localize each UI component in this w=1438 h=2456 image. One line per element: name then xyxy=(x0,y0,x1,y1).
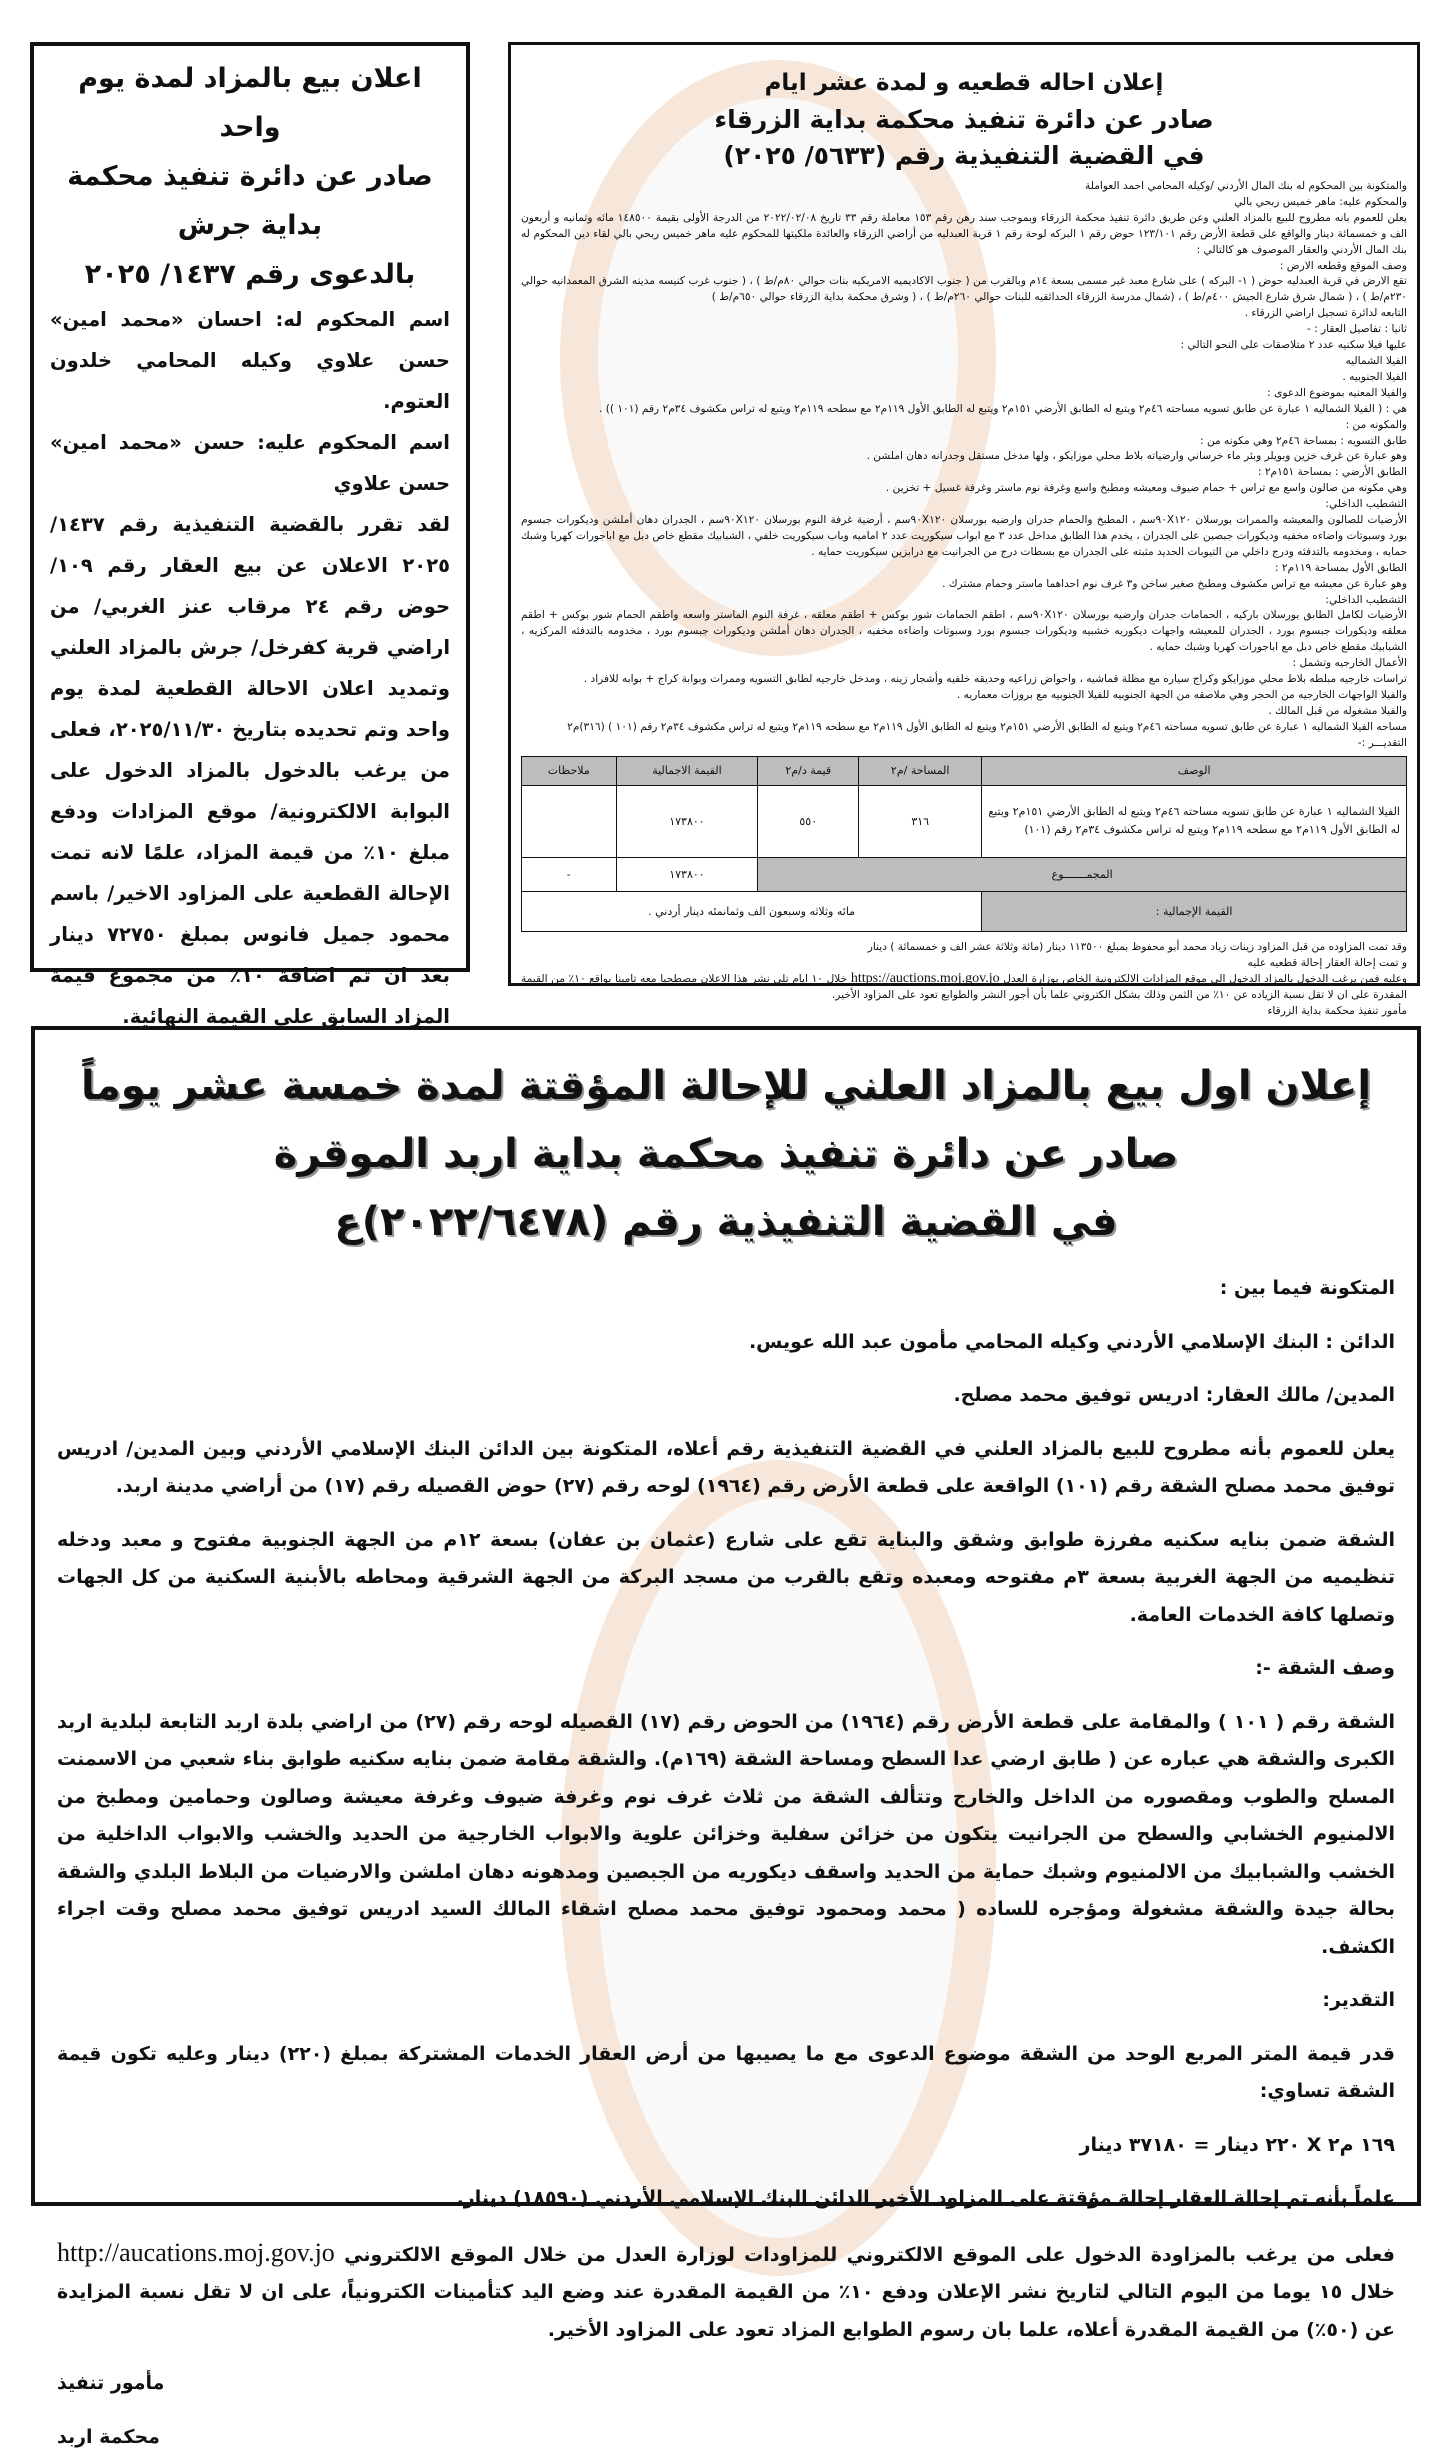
online-text: وعليه فمن يرغب الدخول بالمزاد الدخول الى موقع المزادات الالكترونية الخاص بوزارة العدل xyxy=(1003,973,1407,985)
notice-title: صادر عن دائرة تنفيذ محكمة xyxy=(50,152,450,201)
column-header: قيمة د/م٢ xyxy=(758,756,859,785)
paragraph: التابعه لدائرة تسجيل اراضي الزرقاء . xyxy=(521,306,1407,322)
paragraph: الطابق الأول بمساحة ١١٩م٢ : xyxy=(521,561,1407,577)
online-text: فعلى من يرغب بالمزاودة الدخول على الموقع الالكتروني للمزاودات لوزارة العدل من خلال الموقع الالكتروني xyxy=(344,2244,1395,2266)
column-header: المساحة /م٢ xyxy=(859,756,982,785)
paragraph: وصف الشقة -: xyxy=(57,1650,1395,1688)
paragraph: تقع الارض في قرية العبدليه حوض ( ١- البركه ) على شارع معبد غير مسمى بسعة ١٤م وبالقرب من ( جنوب الاكاديميه الامريكيه بنات حوالي ٨٠م/ط ) ، ( جنوب غرب كنيسه مدينه الشرق المعمدانيه حوالي ٢٣٠م/ط ) ، ( شمال شرق شارع الجيش ٤٠٠م/ط ) ، (شمال مدرسة الزرقاء الحدائقيه للبنات حوالي ٢٦٠م/ط ) ، ( وشرق محكمة بداية الزرقاء حوالي ٦٥٠م/ط ) xyxy=(521,274,1407,306)
notice-title: في القضية التنفيذية رقم (٢٠٢٢/٦٤٧٨)ع xyxy=(57,1188,1395,1256)
paragraph: والفيلا الواجهات الخارجيه من الحجر وهي ملاصقه من الجهة الجنوبيه للفيلا الجنوبيه مع بروزات معماريه . xyxy=(521,688,1407,704)
paragraph: التقديـــر :- xyxy=(521,736,1407,752)
online-text: خلال ١٠ ايام تلي نشر هذا الاعلان مصطحبا معه تامينا بواقع ١٠٪ من القيمة المقدرة على ان لا تقل نسبة الزياده عن ١٠٪ من الثمن وذلك بشكل الكتروني علما بأن أجور النشر والطوابع تعود على المزاود الأخير. xyxy=(521,973,1407,1001)
zarqa-auction-notice xyxy=(508,42,1420,986)
signature-title: مأمور تنفيذ xyxy=(57,2365,1395,2403)
column-header: القيمة الاجمالية xyxy=(616,756,758,785)
paragraph: والمتكونة بين المحكوم له بنك المال الأردني /وكيله المحامي احمد العواملة xyxy=(521,179,1407,195)
notice-body xyxy=(521,179,1407,752)
paragraph: وهو عبارة عن معيشه مع تراس مكشوف ومطبخ صغير ساخن و٣ غرف نوم احداهما ماستر وحمام مشترك . xyxy=(521,577,1407,593)
paragraph: الشقة رقم ( ١٠١ ) والمقامة على قطعة الأرض رقم (١٩٦٤) من الحوض رقم (١٧) القصيله لوحه رقم (٢٧) من اراضي بلدة اربد التابعة لبلدية اربد الكبرى والشقة هي عباره عن ( طابق ارضي عدا السطح ومساحة الشقة (١٦٩م). والشقة مقامة ضمن بنايه سكنيه طوابق بناء شعبي من الاسمنت المسلح والطوب ومقصوره من الداخل والخارج وتتألف الشقة من ثلاث غرف نوم وغرفة ضيوف وغرفة معيشة وصالون وحمامين ومطبخ من الالمنيوم الخشابي والسطح من الجرانيت يتكون من خزائن سفلية وخزائن علوية والابواب الخارجية من الحديد والخشب والابواب الداخلية من الخشب والشبابيك من الالمنيوم وشبك حماية من الحديد واسقف ديكوريه من الجبصين ومدهونه دهان املشن والارضيات من البلاط البلدي والشقة بحالة جيدة والشقة مشغولة ومؤجره للساده ( محمد ومحمود توفيق محمد مصلح اشقاء المالك السيد ادريس توفيق محمد مصلح وقت اجراء الكشف. xyxy=(57,1704,1395,1967)
award-info: و تمت إحالة العقار إحالة قطعيه عليه xyxy=(521,956,1407,972)
paragraph: قدر قيمة المتر المربع الوحد من الشقة موضوع الدعوى مع ما يصيبها من أرض العقار الخدمات المشتركة بمبلغ (٢٢٠) دينار وعليه تكون قيمة الشقة تساوي: xyxy=(57,2036,1395,2111)
paragraph: الشقة ضمن بنايه سكنيه مفرزة طوابق وشقق والبناية تقع على شارع (عثمان بن عفان) بسعة ١٢م من الجهة الجنوبية مفتوح و معبد ودخله تنظيميه من الجهة الغربية بسعة ٣م مفتوحه ومعبده وتقع بالقرب من مسجد البركة من الجهة الشرقية ومحاطه بالأبنية السكنية من كل الجهات وتصلها كافة الخدمات العامة. xyxy=(57,1522,1395,1635)
paragraph: علماً بأنه تم إحالة العقار إحالة مؤقتة على المزاود الأخير الدائن البنك الإسلامي الأردني (١٨٥٩٠) دينار. xyxy=(57,2180,1395,2218)
paragraph: الدائن : البنك الإسلامي الأردني وكيله المحامي مأمون عبد الله عويس. xyxy=(57,1324,1395,1362)
cell-total: ١٧٣٨٠٠ xyxy=(616,785,758,857)
signature-court: محكمة اربد xyxy=(57,2419,1395,2456)
judgment-creditor: اسم المحكوم له: احسان «محمد امين» حسن علاوي وكيله المحامي خلدون العتوم. xyxy=(50,299,450,422)
paragraph: الأعمال الخارجيه وتشمل : xyxy=(521,656,1407,672)
paragraph: عليها فيلا سكنيه عدد ٢ متلاصقات على النحو التالي : xyxy=(521,338,1407,354)
paragraph: هي : ( الفيلا الشماليه ١ عبارة عن طابق تسويه مساحته ٤٦م٢ ويتبع له الطابق الأرضي ١٥١م٢ ويتبع له الطابق الأول ١١٩م٢ مع سطحه ١١٩م٢ ويتبع له تراس مكشوف ٣٤م٢ رقم (١٠١ )) . xyxy=(521,402,1407,418)
notice-title: إعلان احاله قطعيه و لمدة عشر ايام xyxy=(521,65,1407,101)
column-header: ملاحظات xyxy=(522,756,617,785)
notice-title: في القضية التنفيذية رقم (٥٦٣٣/ ٢٠٢٥) xyxy=(521,139,1407,173)
paragraph: الفيلا الجنوبيه . xyxy=(521,370,1407,386)
table-row xyxy=(522,785,1407,857)
paragraph: والمحكوم عليه: ماهر خميس ربحي بالي xyxy=(521,195,1407,211)
paragraph: تراسات خارجيه مبلطه بلاط محلي موزايكو وكراج سياره مع مظلة قماشيه ، واحواض زراعيه وحديقه خلفيه وأشجار زينه ، ومدخل خارجيه لطابق التسويه وممرات وبوابة كراج + بوابه للافراد . xyxy=(521,672,1407,688)
total-words: مائه وثلاثه وسبعون الف وثمانمئه دينار أردني . xyxy=(522,891,982,931)
cell-area: ٣١٦ xyxy=(859,785,982,857)
paragraph: مساحه الفيلا الشماليه ١ عبارة عن طابق تسويه مساحته ٤٦م٢ ويتبع له الطابق الأرضي ١٥١م٢ ويتبع له الطابق الأول ١١٩م٢ مع سطحه ١١٩م٢ ويتبع له تراس مكشوف ٣٤م٢ رقم (١٠١ ) (٣١٦)م٢ xyxy=(521,720,1407,736)
cell-notes xyxy=(522,785,617,857)
cell-description: الفيلا الشماليه ١ عبارة عن طابق تسويه مساحته ٤٦م٢ ويتبع له الطابق الأرضي ١٥١م٢ ويتبع له الطابق الأول ١١٩م٢ مع سطحه ١١٩م٢ ويتبع له تراس مكشوف ٣٤م٢ رقم (١٠١) xyxy=(982,785,1407,857)
auction-url-link[interactable]: http://aucations.moj.gov.jo xyxy=(57,2238,335,2267)
paragraph: وهي مكونه من صالون واسع مع تراس + حمام ضيوف ومعيشه ومطبخ واسع وغرفة نوم ماستر وغرفة غسيل + تخزين . xyxy=(521,481,1407,497)
paragraph: التشطيب الداخلي: xyxy=(521,497,1407,513)
notice-body: لقد تقرر بالقضية التنفيذية رقم ١٤٣٧/ ٢٠٢٥ الاعلان عن بيع العقار رقم ١٠٩/ حوض رقم ٢٤ مرقاب عنز الغربي/ من اراضي قرية كفرخل/ جرش بالمزاد العلني وتمديد اعلان الاحالة القطعية لمدة يوم واحد وتم تحديده بتاريخ ٢٠٢٥/١١/٣٠، فعلى من يرغب بالدخول بالمزاد الدخول على البوابة الالكترونية/ موقع المزادات ودفع مبلغ ١٠٪ من قيمة المزاد، علمًا لانه تمت الإحالة القطعية على المزاود الاخير/ باسم محمود جميل فانوس بمبلغ ٧٢٧٥٠ دينار بعد ان تم اضافة ١٠٪ من مجموع قيمة المزاد السابق على القيمة النهائية. xyxy=(50,504,450,1037)
cell-price: ٥٥٠ xyxy=(758,785,859,857)
paragraph: والفيلا المعنيه بموضوع الدعوى : xyxy=(521,386,1407,402)
total-row xyxy=(522,891,1407,931)
sum-label: المجمـــــــوع xyxy=(758,857,1407,891)
paragraph: يعلن للعموم بانه مطروح للبيع بالمزاد العلني وعن طريق دائرة تنفيذ محكمة الزرقاء وبموجب سند رهن رقم ١٥٣ معاملة رقم ٣٣ تاريخ ٢٠٢٢/٠٢/٠٨ من الدرجة الأولى بقيمة ١٤٨٥٠٠ مائه وثمانيه و أربعون الف و خمسمائة دينار والواقع على قطعة الأرض رقم ١٢٣/١٠١ حوض رقم ١ البركه لوحة رقم ١ قرية العبدليه من أراضي الزرقاء والعائدة ملكيتها للمحكوم عليه ماهر خميس ربحي بالي لقاء دين المحكوم له بنك المال الأردني والعقار الموصوف هو كالتالي : xyxy=(521,211,1407,259)
online-instructions xyxy=(521,971,1407,1004)
paragraph: وهو عبارة عن غرف خزين وبويلر وبئر ماء خرساني وارضياته بلاط محلي موزايكو ، ولها مدخل مستقل وجدرانه دهان املشن . xyxy=(521,449,1407,465)
bid-info: وقد تمت المزاوده من قبل المزاود زينات زياد محمد أبو محفوظ بمبلغ ١١٣٥٠٠ دينار (مائة وثلاثة عشر الف و خمسمائة ) دينار xyxy=(521,940,1407,956)
paragraph: طابق التسويه : بمساحة ٤٦م٢ وهي مكونه من : xyxy=(521,434,1407,450)
paragraph: التشطيب الداخلي: xyxy=(521,593,1407,609)
signature: مأمور تنفيذ محكمة بداية الزرقاء xyxy=(521,1004,1407,1020)
valuation-table xyxy=(521,756,1407,932)
sum-value: ١٧٣٨٠٠ xyxy=(616,857,758,891)
paragraph: والفيلا مشغوله من قبل المالك . xyxy=(521,704,1407,720)
column-header: الوصف xyxy=(982,756,1407,785)
paragraph: الأرضيات لكامل الطابق بورسلان باركيه ، الحمامات جدران وارضيه بورسلان ٩٠X١٢٠سم ، اطقم الحمامات شور بوكس + اطقم معلقه ، غرفة النوم الماستر واسعه واطقم الحمام شور بوكس + اطقم معلقه وديكورات جبسوم بورد ، الجدران للمعيشه واجهات ديكوريه خشبيه وديكورات جبسوم بورد وسبوتات واضاءه مخفيه ، الجدران دهان أملشن وديكورات جبسوم بورد ، مخدومه بالتدفئه المركزيه ، الشبابيك مقطع خاص دبل مع اباجورات كهربا وشبك حمايه . xyxy=(521,608,1407,656)
total-label: القيمة الإجمالية : xyxy=(982,891,1407,931)
paragraph: ثانيا : تفاصيل العقار : - xyxy=(521,322,1407,338)
paragraph: المتكونة فيما بين : xyxy=(57,1270,1395,1308)
sum-notes: - xyxy=(522,857,617,891)
online-instructions xyxy=(57,2234,1395,2350)
paragraph: الطابق الأرضي : بمساحة ١٥١م٢ : xyxy=(521,465,1407,481)
paragraph: الفيلا الشماليه xyxy=(521,354,1407,370)
auction-url-link[interactable]: https://auctions.moj.gov.jo xyxy=(851,971,1000,986)
notice-title: اعلان بيع بالمزاد لمدة يوم واحد xyxy=(50,54,450,152)
notice-title: بداية جرش xyxy=(50,201,450,250)
paragraph: وصف الموقع وقطعه الارض : xyxy=(521,259,1407,275)
notice-body xyxy=(57,1270,1395,2218)
paragraph: المدين/ مالك العقار: ادريس توفيق محمد مصلح. xyxy=(57,1377,1395,1415)
online-text: خلال ١٥ يوما من اليوم التالي لتاريخ نشر الإعلان ودفع ١٠٪ من القيمة المقدرة عند وضع اليد كتأمينات الكترونياً، على ان لا تقل نسبة المزايدة عن (٥٠٪) من القيمة المقدرة أعلاه، علما بان رسوم الطوابع المزاد تعود على المزاود الأخير. xyxy=(57,2281,1395,2341)
notice-title: بالدعوى رقم ١٤٣٧/ ٢٠٢٥ xyxy=(50,250,450,299)
irbid-auction-notice xyxy=(31,1026,1421,2206)
jerash-auction-notice xyxy=(30,42,470,972)
sum-row xyxy=(522,857,1407,891)
paragraph: ١٦٩ م٢ X ٢٢٠ دينار = ٣٧١٨٠ دينار xyxy=(57,2127,1395,2165)
table-header-row xyxy=(522,756,1407,785)
notice-title: صادر عن دائرة تنفيذ محكمة بداية اربد الموقرة xyxy=(57,1120,1395,1188)
paragraph: التقدير: xyxy=(57,1982,1395,2020)
notice-title: صادر عن دائرة تنفيذ محكمة بداية الزرقاء xyxy=(521,101,1407,139)
notice-title: إعلان اول بيع بالمزاد العلني للإحالة المؤقتة لمدة خمسة عشر يوماً xyxy=(57,1052,1395,1120)
judgment-debtor: اسم المحكوم عليه: حسن «محمد امين» حسن علاوي xyxy=(50,422,450,504)
paragraph: يعلن للعموم بأنه مطروح للبيع بالمزاد العلني في القضية التنفيذية رقم أعلاه، المتكونة بين الدائن البنك الإسلامي الأردني وبين المدين/ ادريس توفيق محمد مصلح الشقة رقم (١٠١) الواقعة على قطعة الأرض رقم (١٩٦٤) لوحه رقم (٢٧) حوض القصيله رقم (١٧) من أراضي مدينة اربد. xyxy=(57,1431,1395,1506)
paragraph: والمكونه من : xyxy=(521,418,1407,434)
paragraph: الأرضيات للصالون والمعيشه والممرات بورسلان ٩٠X١٢٠سم ، المطبخ والحمام جدران وارضيه بورسلان ٩٠X١٢٠سم ، أرضية غرفة النوم بورسلان ٩٠X١٢٠سم ، الجدران دهان أملشن وديكورات جبسوم بورد وسبوتات واضاءه مخفيه وديكورات جبصين على الجدران ، يخدم هذا الطابق مداخل عدد ٣ مع ابواب سيكوريت عدد ٢ اماميه وباب سيكوريت خلفي ، الشبابيك مقطع خاص دبل مع اباجورات كهربا وشبك حمايه ، ومخدومه بالتدفئه ودرج داخلي من التيوبات الحديد مثبته على الجدران مع بسطات درج من الجرانيت مع درابزين سيكوريت حمايه . xyxy=(521,513,1407,561)
